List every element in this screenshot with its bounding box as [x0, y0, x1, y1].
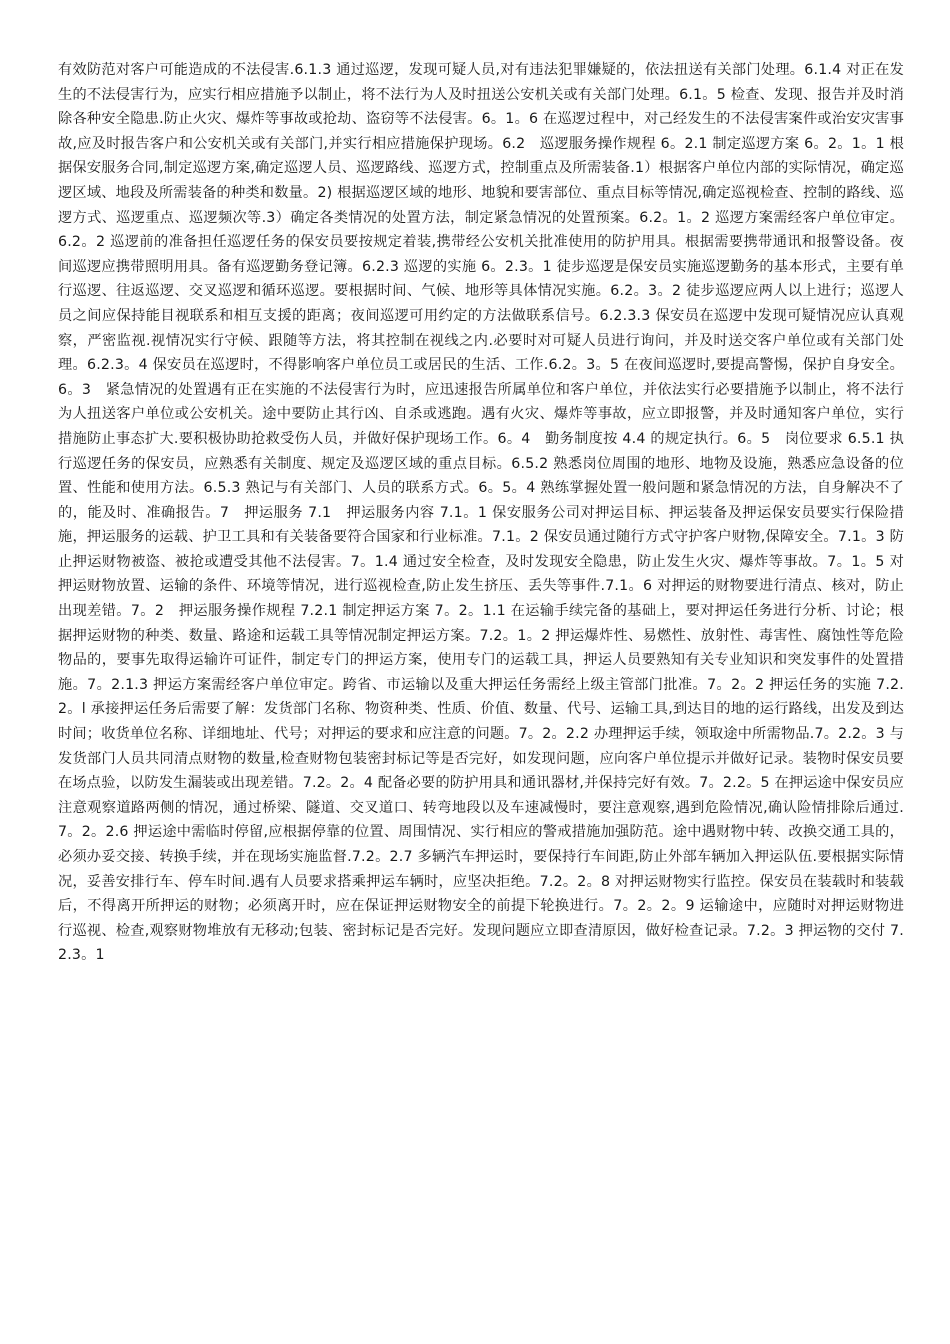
body-paragraph: 有效防范对客户可能造成的不法侵害.6.1.3 通过巡逻，发现可疑人员,对有违法犯罪嫌疑的，依法扭送有关部门处理。6.1.4 对正在发生的不法侵害行为，应实行相应措施予以制止，将不法行为人及时扭送公安机关或有关部门处理。6.1。5 检查、发现、报告并及时消除各种安全隐患.防止火灾、爆炸等事故或抢劫、盗窃等不法侵害。6。1。6 在巡逻过程中，对己经发生的不法侵害案件或治安灾害事故,应及时报告客户和公安机关或有关部门,并实行相应措施保护现场。6.2 巡逻服务操作规程 6。2.1 制定巡逻方案 6。2。1。1 根据保安服务合同,制定巡逻方案,确定巡逻人员、巡逻路线、巡逻方式，控制重点及所需装备.1）根据客户单位内部的实际情况，确定巡逻区域、地段及所需装备的种类和数量。2) 根据巡逻区域的地形、地貌和要害部位、重点目标等情况,确定巡视检查、控制的路线、巡逻方式、巡逻重点、巡逻频次等.3）确定各类情况的处置方法，制定紧急情况的处置预案。6.2。1。2 巡逻方案需经客户单位审定。6.2。2 巡逻前的准备担任巡逻任务的保安员要按规定着装,携带经公安机关批准使用的防护用具。根据需要携带通讯和报警设备。夜间巡逻应携带照明用具。备有巡逻勤务登记簿。6.2.3 巡逻的实施 6。2.3。1 徒步巡逻是保安员实施巡逻勤务的基本形式，主要有单行巡逻、往返巡逻、交叉巡逻和循环巡逻。要根据时间、气候、地形等具体情况实施。6.2。3。2 徒步巡逻应两人以上进行；巡逻人员之间应保持能目视联系和相互支援的距离；夜间巡逻可用约定的方法做联系信号。6.2.3.3 保安员在巡逻中发现可疑情况应认真观察，严密监视.视情况实行守候、跟随等方法，将其控制在视线之内.必要时对可疑人员进行询问，并及时送交客户单位或有关部门处理。6.2.3。4 保安员在巡逻时，不得影响客户单位员工或居民的生活、工作.6.2。3。5 在夜间巡逻时,要提高警惕，保护自身安全。6。3 紧急情况的处置遇有正在实施的不法侵害行为时，应迅速报告所属单位和客户单位，并依法实行必要措施予以制止，将不法行为人扭送客户单位或公安机关。途中要防止其行凶、自杀或逃跑。遇有火灾、爆炸等事故，应立即报警，并及时通知客户单位，实行措施防止事态扩大.要积极协助抢救受伤人员，并做好保护现场工作。6。4 勤务制度按 4.4 的规定执行。6。5 岗位要求 6.5.1 执行巡逻任务的保安员，应熟悉有关制度、规定及巡逻区域的重点目标。6.5.2 熟悉岗位周围的地形、地物及设施，熟悉应急设备的位置、性能和使用方法。6.5.3 熟记与有关部门、人员的联系方式。6。5。4 熟练掌握处置一般问题和紧急情况的方法，自身解决不了的，能及时、准确报告。7 押运服务 7.1 押运服务内容 7.1。1 保安服务公司对押运目标、押运装备及押运保安员要实行保险措施，押运服务的运载、护卫工具和有关装备要符合国家和行业标准。7.1。2 保安员通过随行方式守护客户财物,保障安全。7.1。3 防止押运财物被盗、被抢或遭受其他不法侵害。7。1.4 通过安全检查，及时发现安全隐患，防止发生火灾、爆炸等事故。7。1。5 对押运财物放置、运输的条件、环境等情况，进行巡视检查,防止发生挤压、丢失等事件.7.1。6 对押运的财物要进行清点、核对，防止出现差错。7。2 押运服务操作规程 7.2.1 制定押运方案 7。2。1.1 在运输手续完备的基础上，要对押运任务进行分析、讨论；根据押运财物的种类、数量、路途和运载工具等情况制定押运方案。7.2。1。2 押运爆炸性、易燃性、放射性、毒害性、腐蚀性等危险物品的，要事先取得运输许可证件，制定专门的押运方案，使用专门的运载工具，押运人员要熟知有关专业知识和突发事件的处置措施。7。2.1.3 押运方案需经客户单位审定。跨省、市运输以及重大押运任务需经上级主管部门批准。7。2。2 押运任务的实施 7.2.2。l 承接押运任务后需要了解：发货部门名称、物资种类、性质、价值、数量、代号、运输工具,到达目的地的运行路线，出发及到达时间；收货单位名称、详细地址、代号；对押运的要求和应注意的问题。7。2。2.2 办理押运手续，领取途中所需物品.7。2.2。3 与发货部门人员共同清点财物的数量,检查财物包装密封标记等是否完好，如发现问题，应向客户单位提示并做好记录。装物时保安员要在场点验，以防发生漏装或出现差错。7.2。2。4 配备必要的防护用具和通讯器材,并保持完好有效。7。2.2。5 在押运途中保安员应注意观察道路两侧的情况，通过桥梁、隧道、交叉道口、转弯地段以及车速减慢时，要注意观察,遇到危险情况,确认险情排除后通过.7。2。2.6 押运途中需临时停留,应根据停靠的位置、周围情况、实行相应的警戒措施加强防范。途中遇财物中转、改换交通工具的，必须办妥交接、转换手续，并在现场实施监督.7.2。2.7 多辆汽车押运时，要保持行车间距,防止外部车辆加入押运队伍.要根据实际情况，妥善安排行车、停车时间.遇有人员要求搭乘押运车辆时，应坚决拒绝。7.2。2。8 对押运财物实行监控。保安员在装载时和装载后，不得离开所押运的财物；必须离开时，应在保证押运财物安全的前提下轮换进行。7。2。2。9 运输途中，应随时对押运财物进行巡视、检查,观察财物堆放有无移动;包装、密封标记是否完好。发现问题应立即查清原因，做好检查记录。7.2。3 押运物的交付 7.2.3。1 — [58, 62, 904, 964]
